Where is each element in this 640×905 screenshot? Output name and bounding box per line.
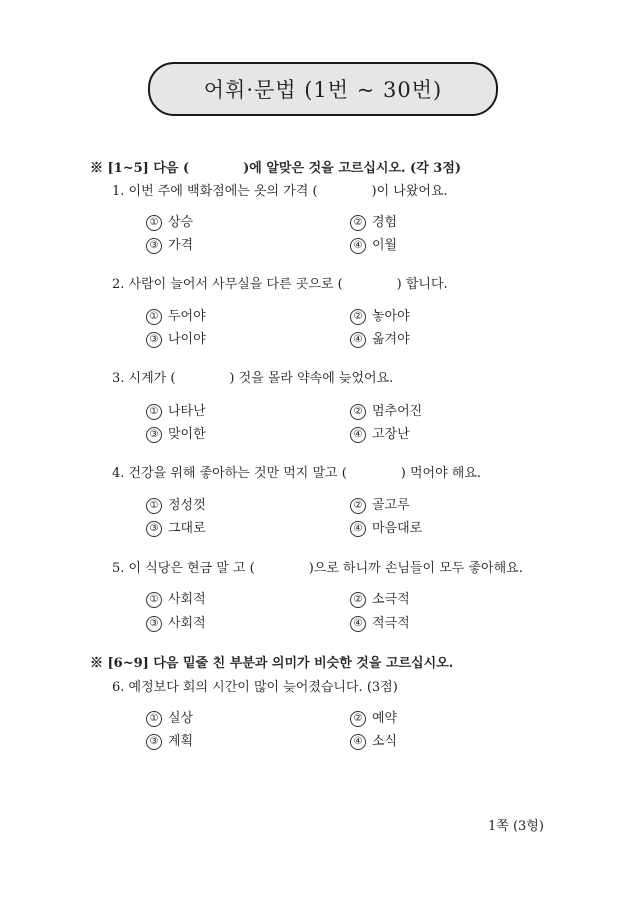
option-label: 나타난 xyxy=(168,404,206,419)
option-label: 상승 xyxy=(168,215,194,230)
option-label: 나이야 xyxy=(168,332,206,347)
question-text: 2. 사람이 늘어서 사무실을 다른 곳으로 ( xyxy=(112,277,343,292)
option-number: ④ xyxy=(350,521,366,537)
option-label: 멈추어진 xyxy=(372,404,423,419)
option-label: 소극적 xyxy=(372,592,410,607)
option[interactable] xyxy=(350,305,410,325)
option[interactable] xyxy=(146,423,206,443)
question-text: 5. 이 식당은 현금 말 고 ( xyxy=(112,561,255,576)
section-2-instructions: ※ [6~9] 다음 밑줄 친 부분과 의미가 비슷한 것을 고르십시오. xyxy=(90,656,454,671)
option[interactable] xyxy=(350,707,397,727)
question-text: 4. 건강을 위해 좋아하는 것만 먹지 말고 ( xyxy=(112,466,347,481)
option-number: ④ xyxy=(350,238,366,254)
question-2 xyxy=(112,273,448,292)
option-number: ② xyxy=(350,711,366,727)
option-number: ③ xyxy=(146,332,162,348)
option-number: ③ xyxy=(146,616,162,632)
option-label: 두어야 xyxy=(168,309,206,324)
option-label: 그대로 xyxy=(168,521,206,536)
option[interactable] xyxy=(146,730,193,750)
option-number: ② xyxy=(350,404,366,420)
option[interactable] xyxy=(146,588,206,608)
option-number: ① xyxy=(146,592,162,608)
option-label: 실상 xyxy=(168,711,194,726)
option[interactable] xyxy=(350,517,422,537)
option-number: ③ xyxy=(146,521,162,537)
page-number: 1쪽 (3형) xyxy=(488,819,544,834)
option[interactable] xyxy=(350,400,422,420)
question-text: )이 나왔어요. xyxy=(371,184,448,199)
option[interactable] xyxy=(146,328,206,348)
option[interactable] xyxy=(146,517,206,537)
option-number: ② xyxy=(350,592,366,608)
option-label: 경험 xyxy=(372,215,398,230)
option-label: 예약 xyxy=(372,711,398,726)
option-label: 사회적 xyxy=(168,616,206,631)
option-label: 소식 xyxy=(372,734,398,749)
option[interactable] xyxy=(146,494,206,514)
instruction-text: )에 알맞은 것을 고르십시오. (각 3점) xyxy=(243,161,462,176)
instruction-text: ※ [1~5] 다음 ( xyxy=(90,161,190,176)
question-text: ) 합니다. xyxy=(396,277,448,292)
option-number: ③ xyxy=(146,427,162,443)
section-1-instructions xyxy=(90,157,461,176)
option-label: 적극적 xyxy=(372,616,410,631)
question-1 xyxy=(112,180,448,199)
option-label: 맞이한 xyxy=(168,427,206,442)
option-label: 마음대로 xyxy=(372,521,423,536)
option-label: 사회적 xyxy=(168,592,206,607)
option[interactable] xyxy=(350,423,410,443)
question-text: 3. 시계가 ( xyxy=(112,371,176,386)
option-label: 놓아야 xyxy=(372,309,410,324)
option-number: ③ xyxy=(146,734,162,750)
option-number: ② xyxy=(350,215,366,231)
question-3 xyxy=(112,367,393,386)
option[interactable] xyxy=(146,305,206,325)
option-number: ① xyxy=(146,404,162,420)
question-4 xyxy=(112,462,481,481)
option[interactable] xyxy=(350,234,397,254)
option-number: ③ xyxy=(146,238,162,254)
option-label: 고장난 xyxy=(372,427,410,442)
option-number: ① xyxy=(146,215,162,231)
option-label: 계획 xyxy=(168,734,194,749)
option[interactable] xyxy=(146,400,206,420)
option[interactable] xyxy=(350,494,410,514)
option[interactable] xyxy=(350,211,397,231)
option-number: ① xyxy=(146,309,162,325)
option[interactable] xyxy=(350,588,410,608)
option[interactable] xyxy=(146,211,193,231)
option[interactable] xyxy=(146,707,193,727)
question-text: ) 먹어야 해요. xyxy=(400,466,482,481)
option-number: ④ xyxy=(350,332,366,348)
option-label: 정성껏 xyxy=(168,498,206,513)
option-number: ② xyxy=(350,309,366,325)
option-number: ① xyxy=(146,498,162,514)
option[interactable] xyxy=(350,730,397,750)
option[interactable] xyxy=(146,612,206,632)
option-number: ④ xyxy=(350,616,366,632)
question-text: )으로 하니까 손님들이 모두 좋아해요. xyxy=(308,561,523,576)
option[interactable] xyxy=(350,328,410,348)
option-number: ② xyxy=(350,498,366,514)
option-number: ④ xyxy=(350,734,366,750)
section-title: 어휘·문법 (1번 ~ 30번) xyxy=(148,62,498,116)
option-label: 옮겨야 xyxy=(372,332,410,347)
option-number: ① xyxy=(146,711,162,727)
option[interactable] xyxy=(146,234,193,254)
question-5 xyxy=(112,557,523,576)
option-number: ④ xyxy=(350,427,366,443)
question-text: 1. 이번 주에 백화점에는 옷의 가격 ( xyxy=(112,184,318,199)
question-text: ) 것을 몰라 약속에 늦었어요. xyxy=(229,371,394,386)
option-label: 가격 xyxy=(168,238,194,253)
option-label: 이월 xyxy=(372,238,398,253)
option[interactable] xyxy=(350,612,410,632)
option-label: 골고루 xyxy=(372,498,410,513)
question-6: 6. 예정보다 회의 시간이 많이 늦어졌습니다. (3점) xyxy=(112,680,398,695)
